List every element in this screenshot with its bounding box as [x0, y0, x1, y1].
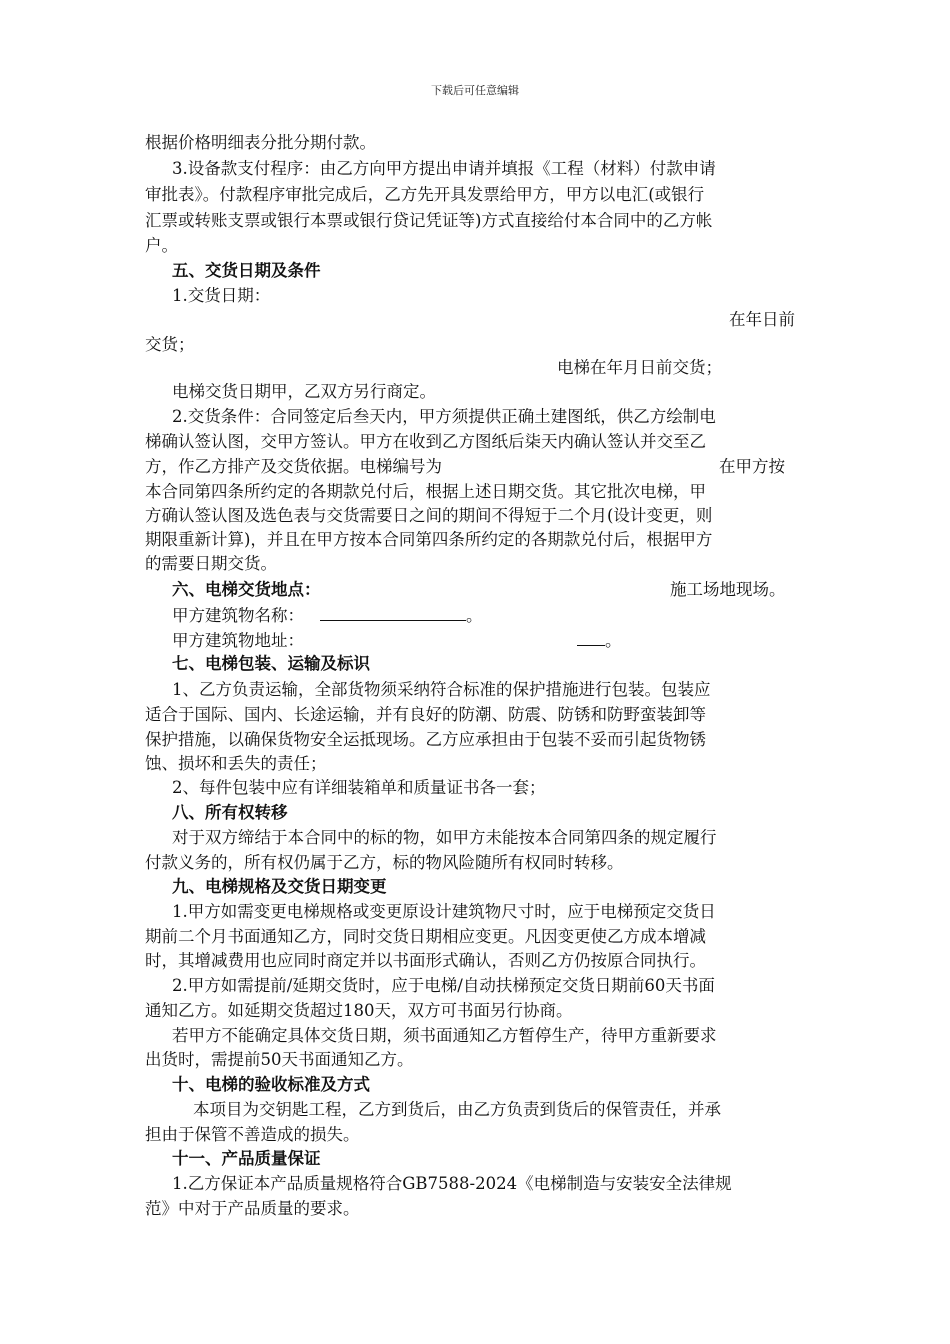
body-text: 出货时，需提前50天书面通知乙方。 [145, 1050, 414, 1069]
body-text: 蚀、损坏和丢失的责任； [145, 754, 327, 773]
building-name-label: 甲方建筑物名称： [172, 606, 304, 625]
section-heading-7: 七、电梯包装、运输及标识 [172, 654, 370, 673]
body-text: 电梯交货日期甲，乙双方另行商定。 [172, 382, 436, 401]
body-text: 本项目为交钥匙工程，乙方到货后，由乙方负责到货后的保管责任，并承 [193, 1100, 721, 1119]
building-address-label: 甲方建筑物地址： [172, 631, 304, 650]
body-text: 若甲方不能确定具体交货日期，须书面通知乙方暂停生产，待甲方重新要求 [172, 1026, 717, 1045]
page-header: 下载后可任意编辑 [431, 84, 519, 97]
body-text: 梯确认签认图，交甲方签认。甲方在收到乙方图纸后柒天内确认签认并交至乙 [145, 432, 706, 451]
building-address-field[interactable] [577, 627, 605, 646]
body-text: 审批表》。付款程序审批完成后，乙方先开具发票给甲方，甲方以电汇(或银行 [145, 185, 705, 204]
body-text: 3.设备款支付程序：由乙方向甲方提出申请并填报《工程（材料）付款申请 [172, 159, 716, 178]
body-text: 期限重新计算)，并且在甲方按本合同第四条所约定的各期款兑付后，根据甲方 [145, 530, 713, 549]
body-text: 1、乙方负责运输，全部货物须采纳符合标准的保护措施进行包装。包装应 [172, 680, 711, 699]
building-name-end: 。 [466, 606, 483, 625]
body-text: 通知乙方。如延期交货超过180天，双方可书面另行协商。 [145, 1001, 573, 1020]
body-text: 方确认签认图及选色表与交货需要日之间的期间不得短于二个月(设计变更，则 [145, 506, 713, 525]
section-heading-9: 九、电梯规格及交货日期变更 [172, 877, 387, 896]
section-heading-6: 六、电梯交货地点： [172, 580, 321, 599]
body-text: 汇票或转账支票或银行本票或银行贷记凭证等)方式直接给付本合同中的乙方帐 [145, 211, 713, 230]
building-address-end: 。 [605, 631, 622, 650]
body-text: 在年日前 [729, 310, 795, 329]
body-text: 付款义务的，所有权仍属于乙方，标的物风险随所有权同时转移。 [145, 853, 624, 872]
body-text: 户。 [145, 236, 178, 255]
section-heading-5: 五、交货日期及条件 [172, 261, 321, 280]
body-text: 交货； [145, 335, 195, 354]
body-text: 对于双方缔结于本合同中的标的物，如甲方未能按本合同第四条的规定履行 [172, 828, 717, 847]
body-text: 2.交货条件：合同签定后叁天内，甲方须提供正确土建图纸，供乙方绘制电 [172, 407, 716, 426]
body-text: 在甲方按 [719, 457, 785, 476]
building-name-field[interactable] [320, 602, 466, 621]
body-text: 根据价格明细表分批分期付款。 [145, 133, 376, 152]
body-text: 期前二个月书面通知乙方，同时交货日期相应变更。凡因变更使乙方成本增减 [145, 927, 706, 946]
body-text: 保护措施，以确保货物安全运抵现场。乙方应承担由于包装不妥而引起货物锈 [145, 730, 706, 749]
body-text: 2.甲方如需提前/延期交货时，应于电梯/自动扶梯预定交货日期前60天书面 [172, 976, 715, 995]
body-text: 范》中对于产品质量的要求。 [145, 1199, 360, 1218]
body-text: 1.乙方保证本产品质量规格符合GB7588-2024《电梯制造与安装安全法律规 [172, 1174, 732, 1193]
body-text: 方，作乙方排产及交货依据。电梯编号为 [145, 457, 442, 476]
body-text: 1.甲方如需变更电梯规格或变更原设计建筑物尺寸时，应于电梯预定交货日 [172, 902, 716, 921]
section-heading-11: 十一、产品质量保证 [172, 1149, 321, 1168]
section-heading-8: 八、所有权转移 [172, 803, 288, 822]
body-text: 的需要日期交货。 [145, 554, 277, 573]
body-text: 担由于保管不善造成的损失。 [145, 1125, 360, 1144]
building-name-row [172, 602, 483, 629]
body-text: 适合于国际、国内、长途运输，并有良好的防潮、防震、防锈和防野蛮装卸等 [145, 705, 706, 724]
body-text: 本合同第四条所约定的各期款兑付后，根据上述日期交货。其它批次电梯，甲 [145, 482, 706, 501]
section-heading-10: 十、电梯的验收标准及方式 [172, 1075, 370, 1094]
body-text: 施工场地现场。 [670, 580, 786, 599]
body-text: 电梯在年月日前交货； [557, 358, 722, 377]
body-text: 1.交货日期： [172, 286, 271, 305]
building-address-row [172, 627, 622, 654]
body-text: 2、每件包装中应有详细装箱单和质量证书各一套； [172, 778, 546, 797]
body-text: 时，其增减费用也应同时商定并以书面形式确认，否则乙方仍按原合同执行。 [145, 951, 706, 970]
